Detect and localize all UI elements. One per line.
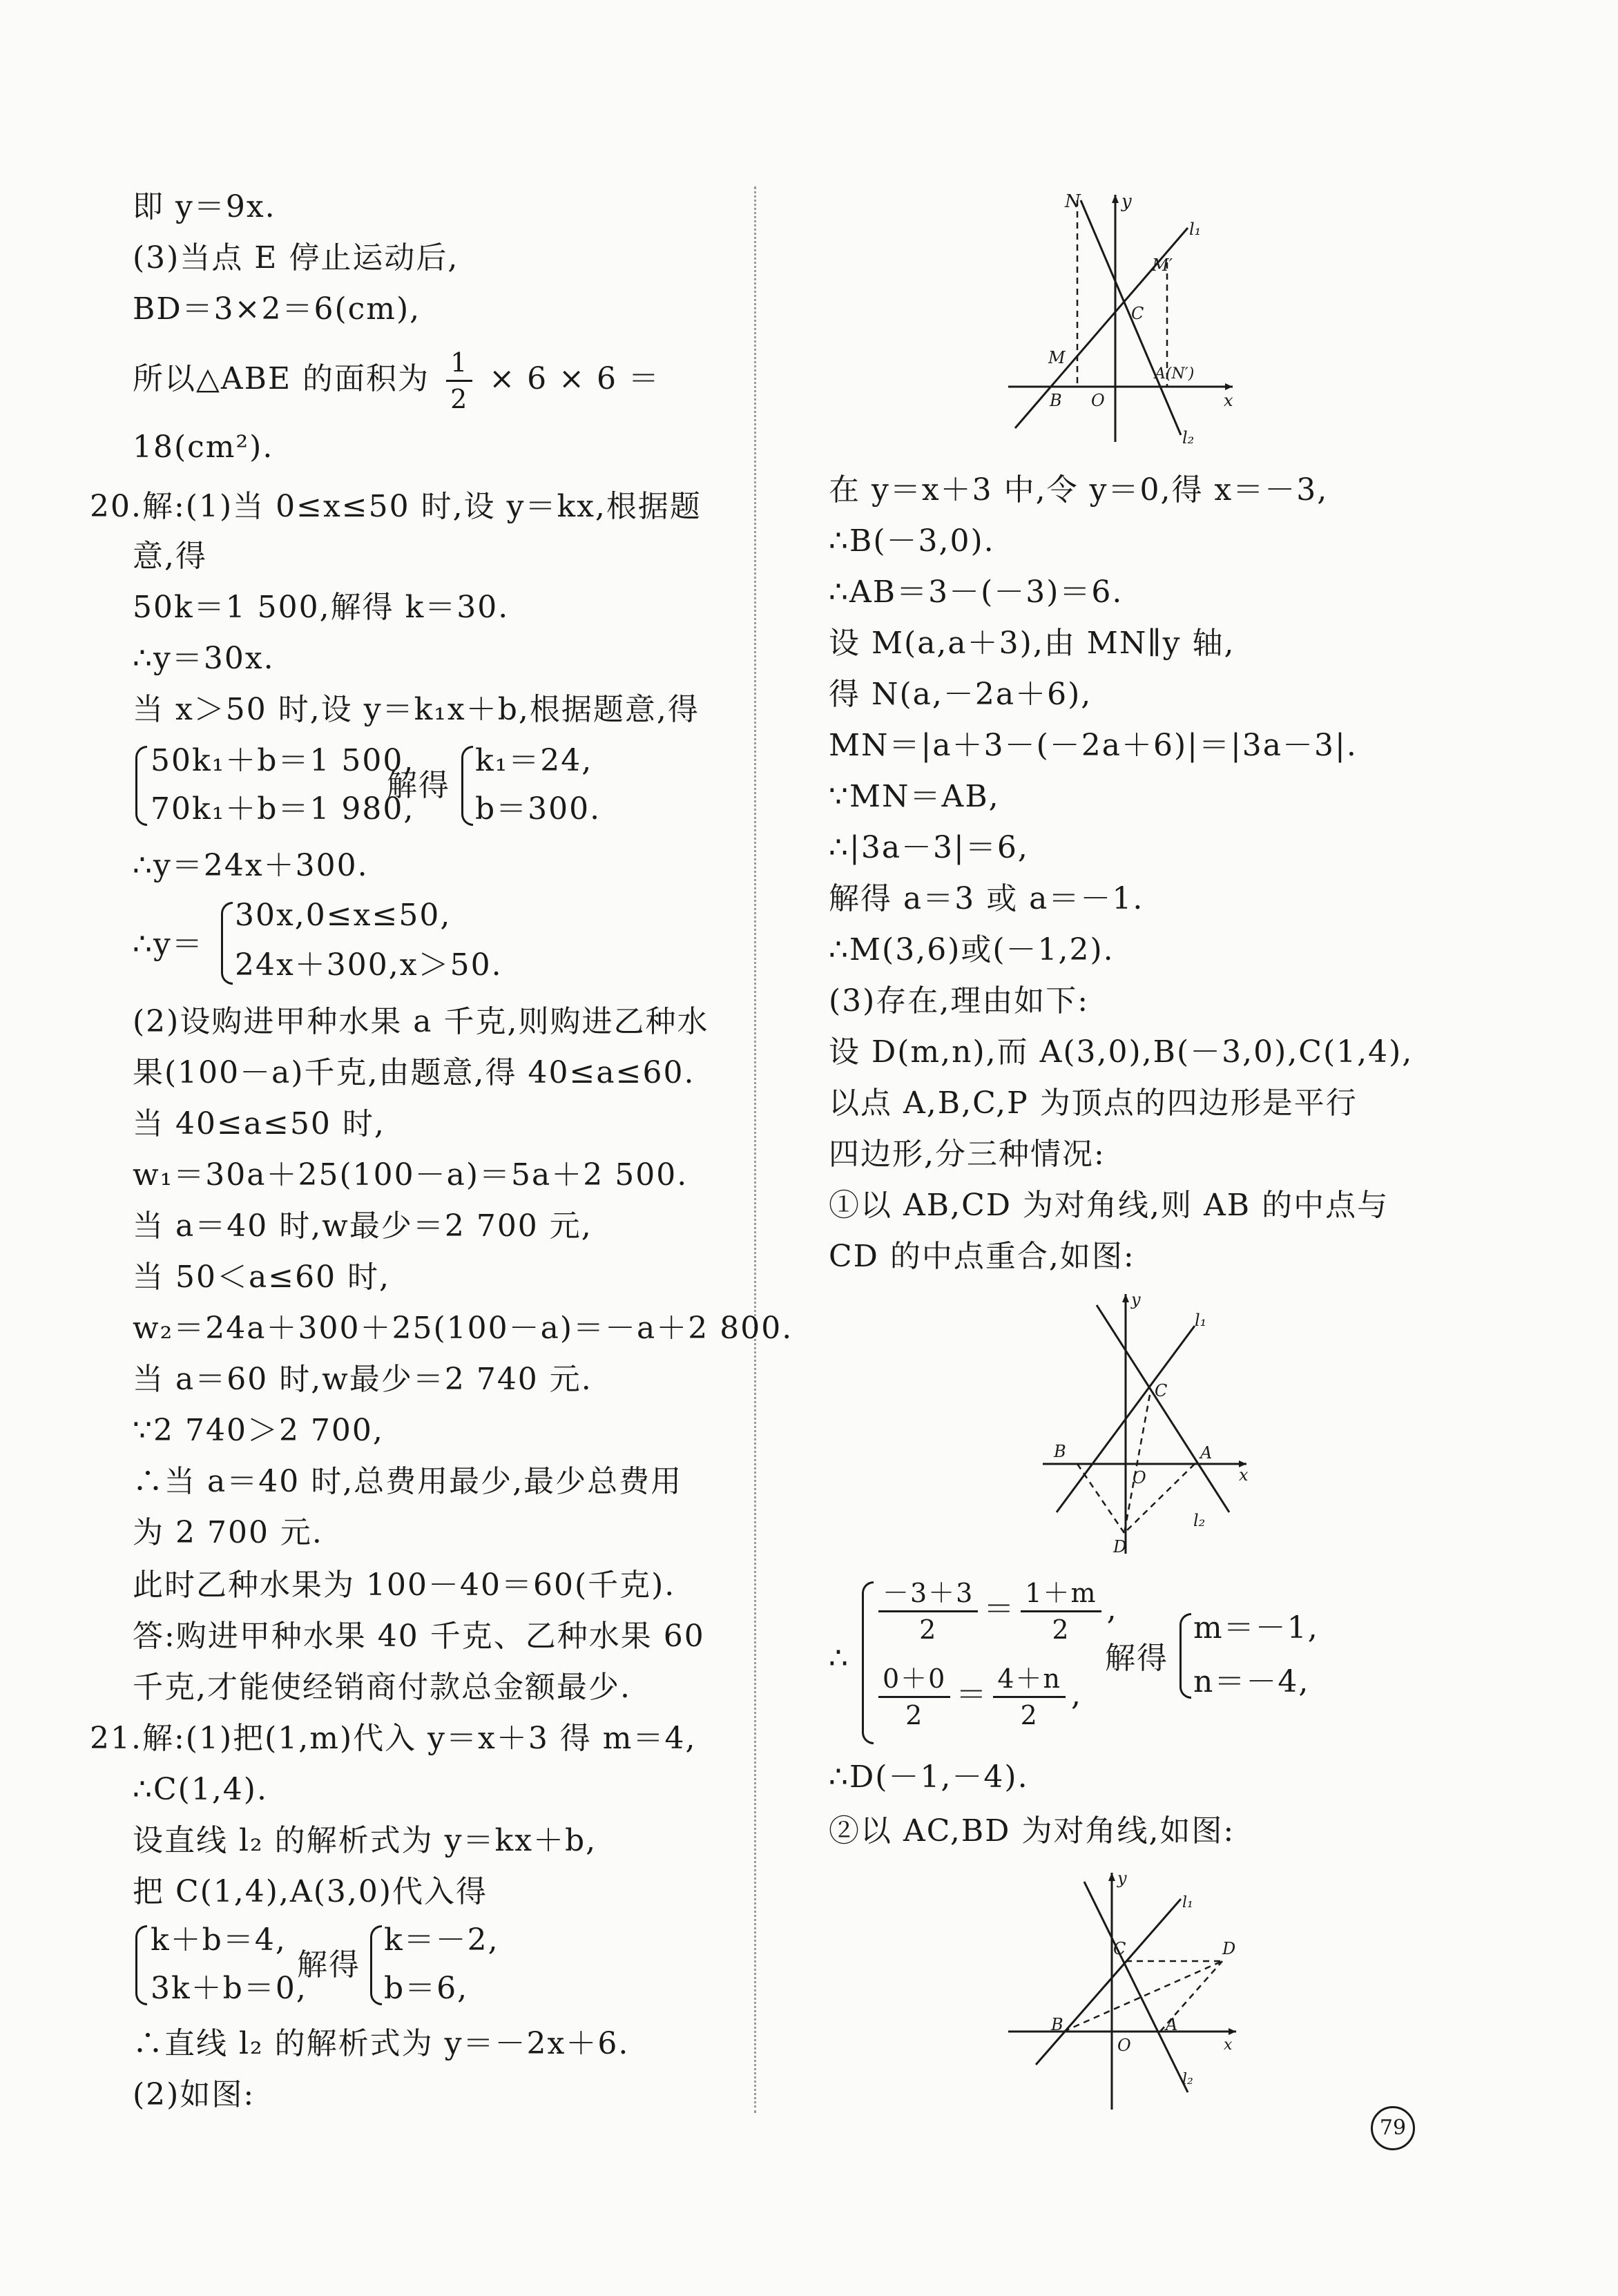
text-line: 当 a＝40 时,w最少＝2 700 元,	[133, 1208, 593, 1244]
text-line: w₂＝24a＋300＋25(100－a)＝－a＋2 800.	[133, 1311, 793, 1346]
text-line: 解得 a＝3 或 a＝－1.	[829, 881, 1144, 916]
graph-label: l₁	[1189, 220, 1202, 239]
solution: n＝－4,	[1193, 1664, 1310, 1699]
text-line: 此时乙种水果为 100－40＝60(千克).	[133, 1567, 676, 1603]
text-line: 四边形,分三种情况:	[829, 1137, 1106, 1172]
text-line: 答:购进甲种水果 40 千克、乙种水果 60	[133, 1619, 705, 1654]
figure-1	[994, 186, 1243, 452]
graph-label: x	[1239, 1465, 1249, 1485]
graph-label: l₂	[1182, 2071, 1193, 2088]
text-line: ∴B(－3,0).	[829, 523, 995, 559]
brace	[461, 746, 473, 826]
comma: ,	[1071, 1677, 1083, 1713]
text-line: 设直线 l₂ 的解析式为 y＝kx＋b,	[133, 1823, 597, 1858]
text-line: ∴y＝30x.	[133, 641, 275, 676]
text-line: 50k＝1 500,解得 k＝30.	[133, 590, 510, 625]
graph-label: l₁	[1195, 1311, 1207, 1330]
fraction-equation	[873, 1576, 1118, 1647]
fraction-numerator: 1	[446, 345, 472, 382]
page-number: 79	[1371, 2106, 1415, 2150]
graph-label: C	[1113, 1939, 1126, 1958]
brace	[370, 1925, 382, 2005]
solution: m＝－1,	[1193, 1610, 1319, 1646]
graph-label: y	[1121, 191, 1132, 212]
brace	[135, 1925, 147, 2005]
brace	[1179, 1613, 1191, 1699]
solution: k＝－2,	[384, 1922, 499, 1958]
text-line: 即 y＝9x.	[133, 189, 276, 224]
text-line: ∴当 a＝40 时,总费用最少,最少总费用	[133, 1464, 683, 1499]
text-line: 得 N(a,－2a＋6),	[829, 677, 1092, 712]
problem-20-heading: 20.解:(1)当 0≤x≤50 时,设 y＝kx,根据题	[90, 489, 702, 524]
graph-label: C	[1131, 304, 1144, 323]
solution: b＝6,	[384, 1971, 469, 2006]
solve-word: 解得	[1105, 1641, 1168, 1676]
fraction-numerator: 0＋0	[878, 1661, 950, 1698]
text-line: (2)如图:	[133, 2077, 256, 2112]
text-line: 当 x＞50 时,设 y＝k₁x＋b,根据题意,得	[133, 692, 700, 727]
graph-label: y	[1117, 1869, 1127, 1888]
text-line: 在 y＝x＋3 中,令 y＝0,得 x＝－3,	[829, 472, 1329, 508]
text-line: 当 a＝60 时,w最少＝2 740 元.	[133, 1362, 593, 1397]
equation: k＋b＝4,	[151, 1922, 287, 1958]
text-line: 当 40≤a≤50 时,	[133, 1106, 385, 1141]
graph-label: l₂	[1193, 1511, 1206, 1530]
graph-label: O	[1133, 1468, 1146, 1487]
brace	[862, 1581, 874, 1744]
fraction-denominator: 2	[905, 1700, 924, 1730]
piecewise-case: 30x,0≤x≤50,	[235, 898, 452, 933]
graph-label: O	[1091, 391, 1105, 410]
fraction-denominator: 2	[1020, 1700, 1039, 1730]
text-line: ∵MN＝AB,	[829, 779, 1000, 814]
text-line: 设 M(a,a＋3),由 MN∥y 轴,	[829, 626, 1235, 661]
fraction	[878, 1661, 950, 1733]
text-line: ①以 AB,CD 为对角线,则 AB 的中点与	[829, 1188, 1389, 1223]
solve-word: 解得	[297, 1947, 360, 1983]
text-line: 意,得	[133, 539, 207, 574]
text-line: CD 的中点重合,如图:	[829, 1239, 1135, 1274]
graph-label: M	[1048, 348, 1066, 367]
equation: 3k＋b＝0,	[151, 1971, 307, 2006]
text-line: (2)设购进甲种水果 a 千克,则购进乙种水	[133, 1004, 709, 1039]
solution: k₁＝24,	[475, 743, 593, 778]
text-line: 把 C(1,4),A(3,0)代入得	[133, 1874, 488, 1909]
text-line: ∴M(3,6)或(－1,2).	[829, 932, 1115, 967]
graph-label: B	[1051, 2015, 1063, 2034]
fraction	[878, 1576, 978, 1647]
text-line: ∴C(1,4).	[133, 1772, 268, 1807]
fraction-numerator: 4＋n	[993, 1661, 1066, 1698]
brace	[221, 902, 233, 985]
graph-label: C	[1155, 1381, 1168, 1400]
equation: 70k₁＋b＝1 980,	[151, 791, 415, 827]
equation: 50k₁＋b＝1 500,	[151, 743, 415, 778]
solution: b＝300.	[475, 791, 601, 827]
graph-label: D	[1222, 1939, 1236, 1958]
graph-label: A	[1166, 2015, 1178, 2034]
equals-sign: ＝	[983, 1592, 1016, 1627]
graph-label: O	[1117, 2036, 1131, 2055]
graph-label: D	[1113, 1537, 1127, 1556]
graph-label: M′	[1152, 255, 1173, 275]
figure-2	[1036, 1284, 1257, 1570]
text-line: MN＝|a＋3－(－2a＋6)|＝|3a－3|.	[829, 728, 1358, 763]
fraction-equation	[873, 1661, 1082, 1733]
brace	[135, 746, 147, 826]
graph-label: N	[1065, 191, 1081, 212]
coordinate-graph	[1001, 1864, 1250, 2113]
text-line: ∴D(－1,－4).	[829, 1759, 1029, 1795]
text-fragment: × 6 × 6 ＝	[489, 361, 660, 396]
text-line: ∴直线 l₂ 的解析式为 y＝－2x＋6.	[133, 2026, 630, 2061]
graph-label: B	[1054, 1442, 1066, 1461]
text-line: BD＝3×2＝6(cm),	[133, 291, 421, 327]
text-line: w₁＝30a＋25(100－a)＝5a＋2 500.	[133, 1157, 688, 1193]
text-line: ∵2 740＞2 700,	[133, 1413, 384, 1448]
graph-label: l₂	[1182, 428, 1195, 447]
text-line: 18(cm²).	[133, 430, 274, 465]
fraction-numerator: －3＋3	[878, 1576, 978, 1612]
graph-label: B	[1050, 391, 1062, 410]
graph-label: x	[1224, 2036, 1233, 2054]
text-line: ∴y＝24x＋300.	[133, 848, 369, 883]
figure-3	[1001, 1864, 1250, 2116]
fraction-half	[446, 345, 472, 416]
fraction	[993, 1661, 1066, 1733]
graph-label: y	[1131, 1290, 1141, 1309]
fraction-denominator: 2	[1052, 1614, 1070, 1645]
piecewise-case: 24x＋300,x＞50.	[235, 947, 503, 983]
coordinate-graph	[994, 186, 1243, 449]
piecewise-lead: ∴y＝	[133, 927, 204, 962]
problem-21-heading: 21.解:(1)把(1,m)代入 y＝x＋3 得 m＝4,	[90, 1721, 697, 1756]
fraction	[1021, 1576, 1101, 1647]
text-line: (3)当点 E 停止运动后,	[133, 240, 459, 276]
coordinate-graph	[1036, 1284, 1257, 1567]
text-fragment: 所以△ABE 的面积为	[133, 361, 430, 396]
text-line: 以点 A,B,C,P 为顶点的四边形是平行	[829, 1086, 1358, 1121]
comma: ,	[1106, 1592, 1118, 1627]
column-divider	[754, 186, 756, 2113]
fraction-denominator: 2	[919, 1614, 938, 1645]
graph-label: x	[1224, 391, 1233, 410]
fraction-numerator: 1＋m	[1021, 1576, 1101, 1612]
text-line: 为 2 700 元.	[133, 1515, 323, 1550]
fraction-denominator: 2	[450, 384, 469, 414]
text-line: ∴|3a－3|＝6,	[829, 830, 1029, 865]
equals-sign: ＝	[956, 1677, 988, 1713]
graph-label: A	[1200, 1443, 1213, 1463]
graph-label: l₁	[1182, 1894, 1193, 1911]
therefore-lead: ∴	[829, 1641, 849, 1676]
solve-word: 解得	[387, 768, 450, 803]
graph-label: A(N′)	[1155, 365, 1195, 383]
text-line: 当 50＜a≤60 时,	[133, 1260, 391, 1295]
text-line: 果(100－a)千克,由题意,得 40≤a≤60.	[133, 1055, 695, 1090]
text-line: 设 D(m,n),而 A(3,0),B(－3,0),C(1,4),	[829, 1034, 1414, 1070]
text-line: (3)存在,理由如下:	[829, 983, 1090, 1019]
text-line: ②以 AC,BD 为对角线,如图:	[829, 1813, 1235, 1849]
area-line	[133, 345, 660, 416]
text-line: ∴AB＝3－(－3)＝6.	[829, 575, 1124, 610]
text-line: 千克,才能使经销商付款总金额最少.	[133, 1670, 631, 1705]
